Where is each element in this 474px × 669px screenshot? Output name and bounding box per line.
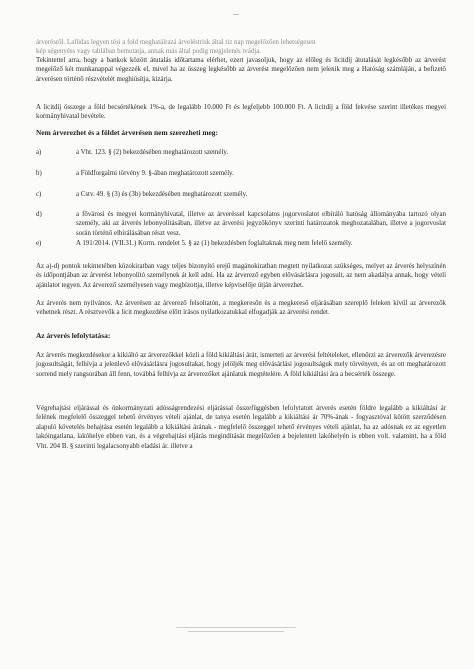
list-item-label: c) (36, 191, 42, 198)
list-item-text: a fővárosi és megyei kormányhivatal, illetve az árveréssel kapcsolatos jogorvoslatot elbíráló hatóság állományába tartozó olyan személy, aki az árverés lebonyolításában, illetve az árverési jegyzőkönyv szerinti határozatok meghozatalában, illetve a jogorvoslat során történő elbírálásában részt vesz. (76, 211, 446, 237)
list-item-label: d) (36, 211, 42, 218)
section-heading-procedure: Az árverés lefolytatása: (36, 331, 111, 340)
list-item-label: a) (36, 149, 42, 156)
list-item-text: A 191/2014. (VII.31.) Korm. rendelet 5. § az (1) bekezdésben foglaltaknak meg nem felelő személy. (76, 240, 353, 247)
list-item-label: e) (36, 240, 42, 247)
section1-paragraph-2: Az árverés nem nyilvános. Az árverésen az árverező felsoltatón, a megkeresőn és a megkereső eljárásában szereplő feleken kívül az árverezők vehetnek részt. A résztvevők a licit megkezdése előtt írásos nyilatkozatukkal elfogadják az árverési rendet. (36, 300, 446, 317)
list-item-label: b) (36, 170, 42, 177)
list-item-text: a Vht. 123. § (2) bekezdésében meghatározott személy. (76, 149, 229, 156)
scan-mark (233, 14, 239, 15)
list-item-text: a Cstv. 49. § (3) és (3b) bekezdésében meghatározott személy. (76, 191, 248, 198)
intro-paragraph-2: A licitdíj összege a föld becsértékének 1%-a, de legalább 10.000 Ft és legfeljebb 100.000 Ft. A licitdíj a föld fekvése szerint illetékes megyei kormányhivatal bevétele. (36, 104, 446, 121)
section1-paragraph-1: Az a)-d) pontok tekintetében közokiratban vagy teljes bizonyító erejű magánokiratban megtett nyilatkozat szükséges, melyet az árverés helyszínén és időpontjában az árverést lebonyolító személynek át kell adni. Ha az árverező egyben elővásárlásra jogosult, az nem akadálya annak, hogy vételi ajánlatot tegyen. Az árverező személyesen vagy megbízottja, illetve képviselője útján árverezhet. (36, 263, 446, 289)
section2-paragraph-1: Az árverés megkezdésekor a kikiáltó az árverezőkkel közli a föld kikiáltási árát, ismerteti az árverési feltételeket, ellenőrzi az árverezők árverezésre jogosultságát, felhívja a jelenlevő elővásárlásra jogosultakat, hogy jelöljék meg elővásárlási jogosultságuk mely törvényen, és az ott meghatározott sorrend mely rangsorában áll fenn, továbbá felhívja az árverezőket ajánlatuk megtételére. A föld kikiáltási ára a becsérték összege. (36, 352, 446, 378)
scan-footer-marks (176, 624, 296, 636)
intro-paragraph-1: Tekintettel arra, hogy a bankok között átutalás időtartama elérhet, ezert javasoljuk, hogy az előleg és licitdíj átutalását legkésőbb az árverést megelőző két munkanappal végezzék el, mivel ha az összeg legkésőbb az árverést megelőzően nem jelenik meg a Hatóság számláján, a befizető árverésen történő részvételét meghiúsítja, kizárja. (36, 57, 446, 83)
intro-line-1: árverésről. Lafüdas legyen tési a fold meghatálrazá árveléstrisk által tiz nap megelőzően lehetségesen (36, 39, 316, 46)
intro-line-2: kép ségenyéss vagy tablában bemutatja, annak más által podig megjelenés tvádja. (36, 48, 262, 55)
list-item-text: a Földforgalmi törvény 9. §-ában meghatározott személy. (76, 170, 234, 177)
section2-paragraph-2: Végrehajtási eljárással és önkormányzati adósságrendezési eljárással összefüggésben lefolytatott árverés esetén földre legalább a kikiáltási ár felének megfelelő összeggel tehető érvényes vételi ajánlat, de tanya esetén legalább a kikiáltási ár 70%-ának - fogyasztóval kötött szerződésen alapuló követelés behajtása esetén legalább a kikiáltási árának - megfelelő összeggel tehető érvényes vételi ajánlat, ha az adósnak ez az egyetlen lakóingatlana, lakóhelye ebben van, és a végrehajtási eljárás megindítását megelőzően a bejelentett lakóhelyén is ebben volt. valamint, ha a föld Vht. 204 B. § szerinti legalacsonyabb eladási ár. illetve a (36, 405, 446, 450)
section-heading-exclusions: Nem árverezhet és a földet árverésen nem szerezheti meg: (36, 128, 218, 137)
